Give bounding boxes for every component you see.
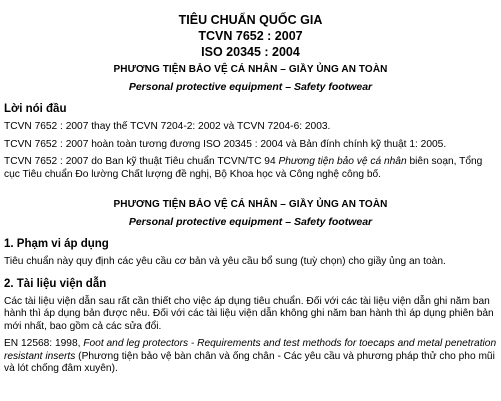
- references-paragraph-2: [4, 338, 497, 376]
- foreword-paragraph-1: TCVN 7652 : 2007 thay thế TCVN 7204-2: 2002 và TCVN 7204-6: 2003.: [4, 121, 331, 132]
- foreword-paragraph-2: TCVN 7652 : 2007 hoàn toàn tương đương ISO 20345 : 2004 và Bản đính chính kỹ thuật 1: 2005.: [4, 138, 447, 150]
- scope-heading: 1. Phạm vi áp dụng: [4, 238, 109, 250]
- foreword-p3-text-a: TCVN 7652 : 2007 do Ban kỹ thuật Tiêu chuẩn TCVN/TC 94: [4, 156, 279, 167]
- document-title-vi: PHƯƠNG TIỆN BẢO VỆ CÁ NHÂN – GIẦY ỦNG AN TOÀN: [113, 64, 388, 75]
- standard-number-tcvn: TCVN 7652 : 2007: [198, 29, 303, 43]
- foreword-p3-italic: Phương tiện bảo vệ cá nhân: [278, 156, 407, 167]
- references-p2-text-b: (Phương tiện bảo vệ bàn chân và ống chân - Các yêu cầu và phương pháp thử cho pho mũi và lót chống đâm xuyên).: [4, 350, 495, 374]
- standard-category: TIÊU CHUẨN QUỐC GIA: [178, 13, 323, 27]
- foreword-p3-text-b: biên soạn, Tổng cục Tiêu chuẩn Đo lường Chất lượng đề nghị, Bộ Khoa học và Công nghệ công bố.: [4, 156, 483, 180]
- section-gap: [4, 181, 497, 195]
- references-paragraph-1: Các tài liệu viện dẫn sau rất cần thiết cho việc áp dụng tiêu chuẩn. Đối với các tài liệu viện dẫn ghi năm ban hành thì áp dụng bản được nêu. Đối với các tài liệu viện dẫn không ghi năm ban hành thì áp dụng phiên bản mới nhất, bao gồm cả các sửa đổi.: [4, 295, 494, 332]
- document-title-en: Personal protective equipment – Safety footwear: [128, 81, 373, 93]
- foreword-heading: Lời nói đầu: [4, 103, 67, 115]
- references-heading: 2. Tài liệu viện dẫn: [4, 277, 107, 290]
- foreword-paragraph-3: [4, 156, 497, 181]
- references-p2-text-a: EN 12568: 1998,: [4, 338, 84, 349]
- section-title-vi: PHƯƠNG TIỆN BẢO VỆ CÁ NHÂN – GIẦY ỦNG AN TOÀN: [113, 199, 388, 210]
- section-title-en: Personal protective equipment – Safety footwear: [128, 216, 373, 228]
- scope-text: Tiêu chuẩn này quy định các yêu cầu cơ bản và yêu cầu bổ sung (tuỳ chọn) cho giầy ủng an toàn.: [4, 256, 446, 267]
- references-p2-italic: Foot and leg protectors - Requirements and test methods for toecaps and metal penetration resistant inserts: [4, 338, 497, 362]
- standard-number-iso: ISO 20345 : 2004: [201, 45, 300, 59]
